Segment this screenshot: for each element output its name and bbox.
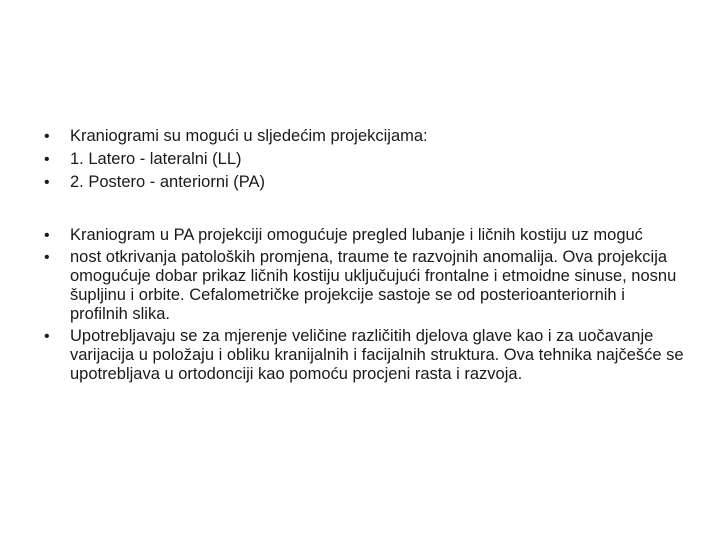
list-item-text: nost otkrivanja patoloških promjena, traume te razvojnih anomalija. Ova projekcija omogućuje dobar prikaz ličnih kostiju uključujući frontalne i etmoidne sinuse, nosnu šupljinu i orbite. Cefalometričke projekcije sastoje se od posterioanteriornih i profilnih slika. bbox=[70, 248, 677, 323]
projections-list bbox=[44, 127, 684, 196]
list-item bbox=[44, 327, 684, 384]
list-item-text: Kraniogrami su mogući u sljedećim projekcijama: bbox=[70, 127, 428, 145]
list-item bbox=[44, 173, 684, 192]
bullet-icon: • bbox=[44, 174, 50, 191]
list-item bbox=[44, 150, 684, 169]
list-item-text: 1. Latero - lateralni (LL) bbox=[70, 150, 242, 168]
bullet-icon: • bbox=[44, 227, 50, 244]
bullet-icon: • bbox=[44, 151, 50, 168]
list-item bbox=[44, 226, 684, 245]
bullet-icon: • bbox=[44, 249, 50, 266]
list-item-text: 2. Postero - anteriorni (PA) bbox=[70, 173, 266, 191]
list-item-text: Upotrebljavaju se za mjerenje veličine različitih djelova glave kao i za uočavanje varijacija u položaju i obliku kranijalnih i facijalnih struktura. Ova tehnika najčešće se upotrebljava u ortodonciji kao pomoću procjeni rasta i razvoja. bbox=[70, 327, 684, 383]
description-list bbox=[44, 226, 684, 387]
list-item bbox=[44, 127, 684, 146]
bullet-icon: • bbox=[44, 328, 50, 345]
list-item bbox=[44, 248, 684, 324]
list-item-text: Kraniogram u PA projekciji omogućuje pregled lubanje i ličnih kostiju uz moguć bbox=[70, 226, 643, 244]
bullet-icon: • bbox=[44, 128, 50, 145]
